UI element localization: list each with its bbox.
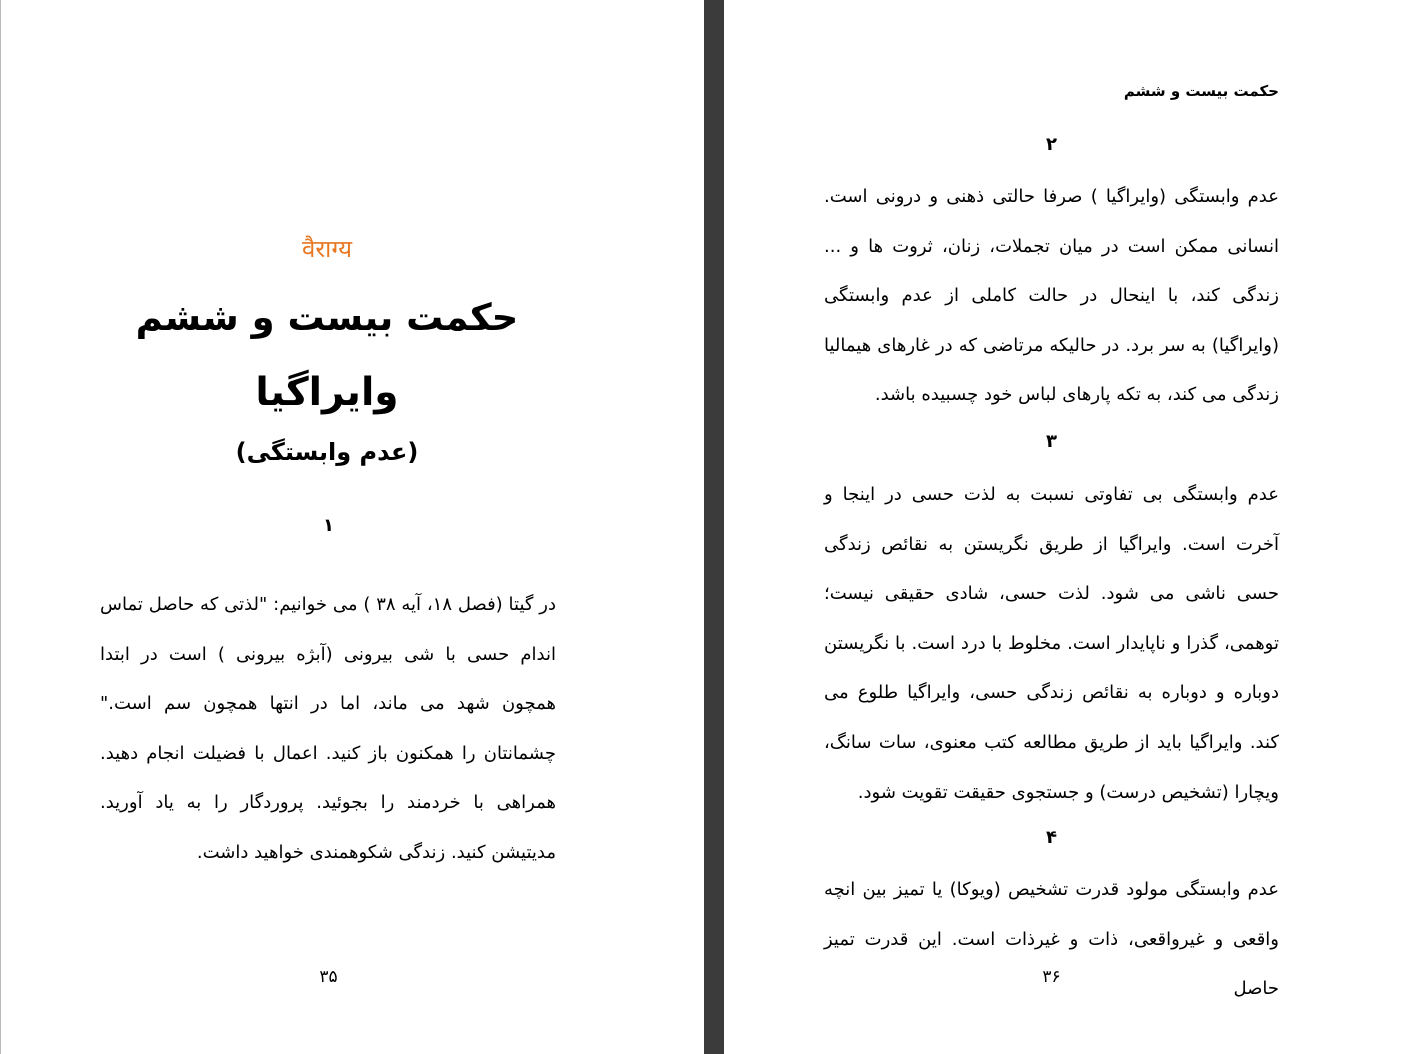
paragraph: عدم وابستگی (وایراگیا ) صرفا حالتی ذهنی و درونی است. انسانی ممکن است در میان تجملات، زنان، ثروت ها و ... زندگی کند، با اینحال در حالت کاملی از عدم وابستگی (وایراگیا) به سر برد. در حالیکه مرتاضی که در غارهای هیمالیا زندگی می کند، به تکه پارهای لباس خود چسبیده باشد. [824, 186, 1279, 406]
section-number: ۲ [1046, 134, 1057, 155]
paragraph: در گیتا (فصل ۱۸، آیه ۳۸ ) می خوانیم: "لذتی که حاصل تماس اندام حسی با شی بیرونی (آبژه بیرونی ) است در ابتدا همچون شهد می ماند، اما در انتها همچون سم است." چشمانتان را همکنون باز کنید. اعمال با فضیلت انجام دهید. همراهی با خردمند را بجوئید. پروردگار را به یاد آورید. مدیتیشن کنید. زندگی شکوهمندی خواهید داشت. [100, 594, 556, 863]
page-number: ۳۶ [1042, 967, 1061, 987]
sanskrit-heading: वैराग्य [301, 235, 353, 263]
chapter-title: حکمت بیست و ششم [135, 296, 519, 339]
chapter-subtitle-note: (عدم وابستگی) [235, 438, 419, 466]
page-number: ۳۵ [319, 967, 338, 987]
right-page [724, 0, 1425, 1054]
section-number: ۱ [323, 515, 334, 536]
left-page [0, 0, 704, 1054]
paragraph: عدم وابستگی بی تفاوتی نسبت به لذت حسی در اینجا و آخرت است. وایراگیا از طریق نگریستن به نقائص زندگی حسی ناشی می شود. لذت حسی، شادی حقیقی نیست؛ توهمی، گذرا و ناپایدار است. مخلوط با درد است. با نگریستن دوباره و دوباره به نقائص زندگی حسی، وایراگیا طلوع می کند. وایراگیا باید از طریق مطالعه کتب معنوی، سات سانگ، ویچارا (تشخیص درست) و جستجوی حقیقت تقویت شود. [824, 484, 1279, 803]
section-number: ۳ [1046, 431, 1057, 452]
section-number: ۴ [1046, 827, 1057, 848]
chapter-subtitle: وایراگیا [255, 370, 399, 415]
page-gutter [704, 0, 724, 1054]
running-head: حکمت بیست و ششم [1123, 82, 1279, 100]
paragraph: عدم وابستگی مولود قدرت تشخیص (ویوکا) یا تمیز بین انچه واقعی و غیرواقعی، ذات و غیرذات است. این قدرت تمیز حاصل [824, 879, 1279, 1000]
